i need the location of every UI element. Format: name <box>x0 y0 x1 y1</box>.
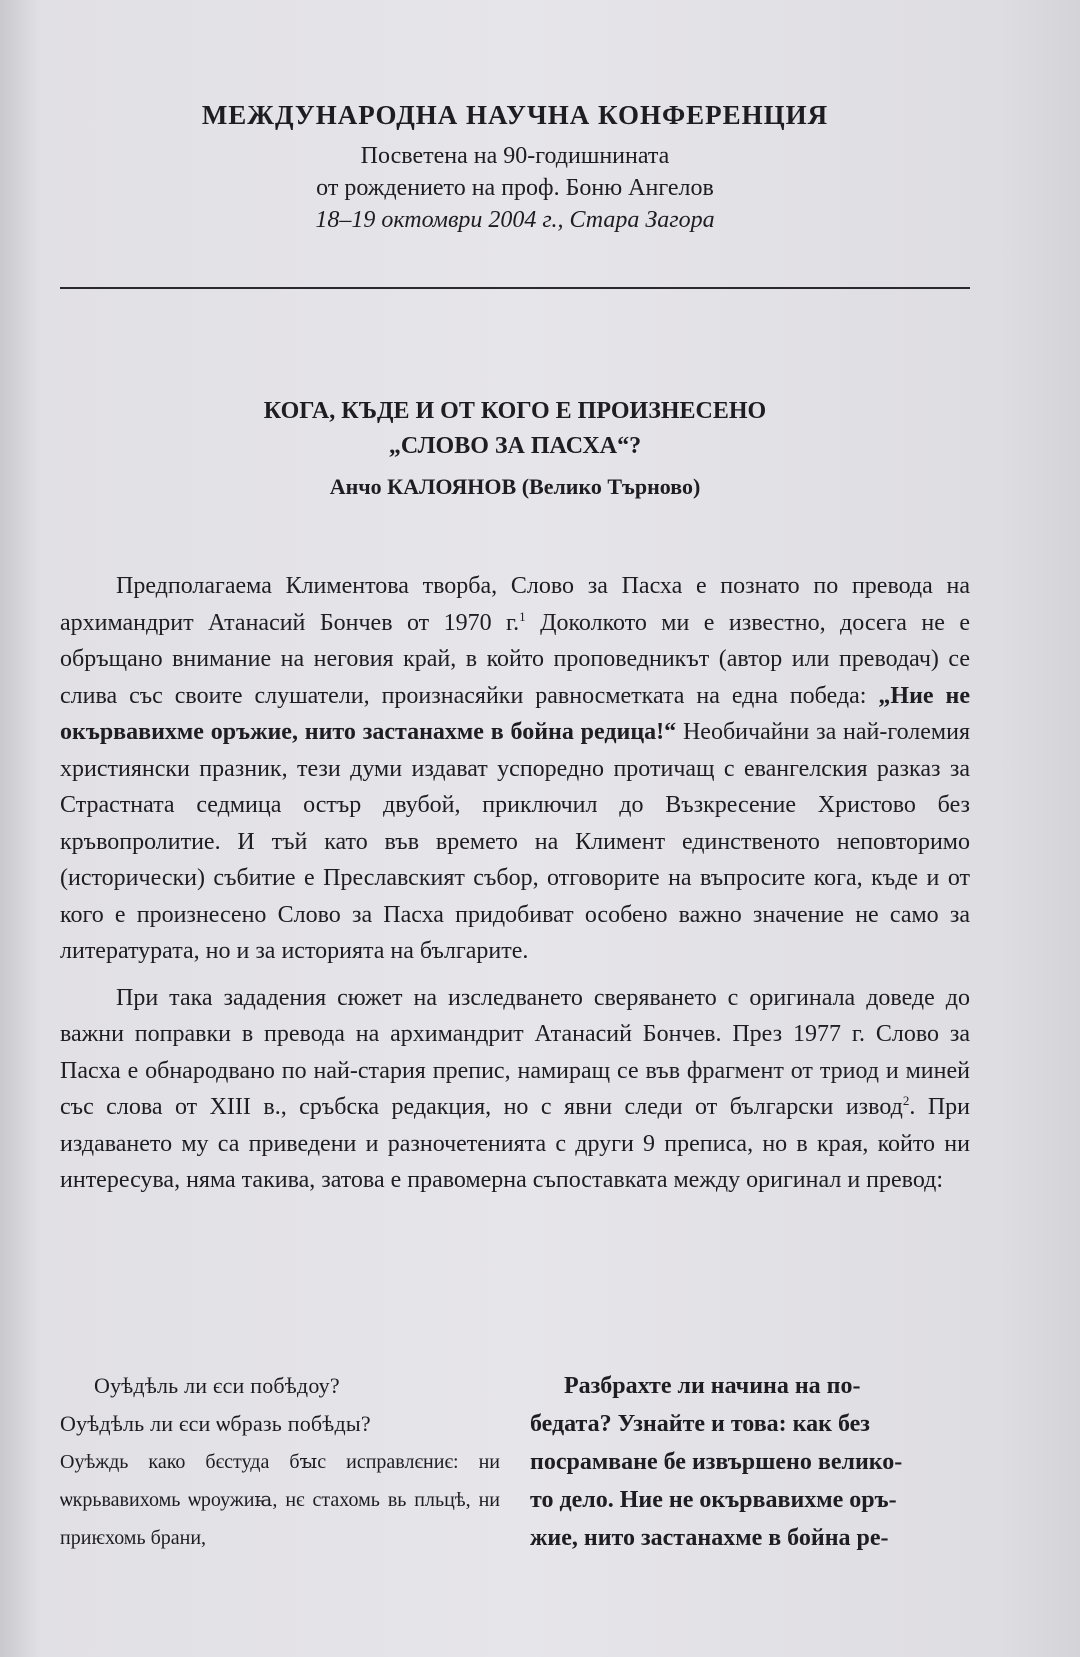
footnote-ref-2: 2 <box>902 1093 910 1108</box>
article-title-line2: „СЛОВО ЗА ПАСХА“? <box>388 432 642 459</box>
article-heading <box>60 394 970 500</box>
translation-line-3: посрамване бе извършено велико- <box>530 1449 903 1475</box>
paragraph-1-quote: „Ние не окървавихме оръжие, нито застанахме в бойна редица!“ <box>60 682 970 745</box>
paragraph-2-part-b: . При издаването му са приведени и разночетенията с други 9 преписа, но в края, който ни интересува, няма такива, затова е правомерна съпоставката между оригинал и превод: <box>60 1094 970 1193</box>
footnote-ref-1: 1 <box>519 608 526 624</box>
paragraph-1-part-a: Предполагаема Климентова творба, Слово за Пасха е познато по превода на архимандрит Атанасий Бончев от 1970 г. <box>60 573 970 636</box>
conference-date-place: 18–19 октомври 2004 г., Стара Загора <box>315 207 715 233</box>
translation-line-5: жие, нито застанахме в бойна ре- <box>530 1525 889 1551</box>
conference-dedication-line2: от рождението на проф. Боню Ангелов <box>316 175 714 201</box>
article-title-line1: КОГА, КЪДЕ И ОТ КОГО Е ПРОИЗНЕСЕНО <box>263 398 767 424</box>
conference-title: МЕЖДУНАРОДНА НАУЧНА КОНФЕРЕНЦИЯ <box>201 100 829 130</box>
original-line-3: Оуѣждь како бєстуда бꙑс исправлєниє: ни ѡкрьвавихомь ѡроужиꙗ, нє стахомь вь пльцѣ, ни приѥхомь брани, <box>60 1451 500 1549</box>
header-divider <box>60 287 970 289</box>
article-body <box>60 568 970 1199</box>
translation-line-2: бедата? Узнайте и това: как без <box>530 1411 870 1437</box>
article-author: Анчо КАЛОЯНОВ (Велико Търново) <box>329 473 701 499</box>
translation-line-1: Разбрахте ли начина на по- <box>564 1373 861 1399</box>
translation-column <box>530 1367 970 1557</box>
paragraph-2-part-a: При така зададения сюжет на изследването сверяването с оригинала доведе до важни поправки в превода на архимандрит Атанасий Бончев. През 1977 г. Слово за Пасха е обнародвано по най-стария препис, намиращ се във фрагмент от триод и миней със слова от XIII в., сръбска редакция, но с явни следи от български извод <box>60 984 970 1120</box>
paragraph-1 <box>60 568 970 970</box>
original-text-column <box>60 1367 500 1557</box>
parallel-text-columns <box>60 1367 970 1557</box>
conference-header <box>60 100 970 234</box>
paragraph-2 <box>60 980 970 1199</box>
translation-line-4: то дело. Ние не окървавихме оръ- <box>530 1487 897 1513</box>
conference-dedication-line1: Посветена на 90-годишнината <box>360 143 670 169</box>
paragraph-1-part-c: Необичайни за най-големия християнски празник, тези думи издават успоредно протичащ с евангелския разказ за Страстната седмица остър двубой, приключил до Възкресение Христово без кръвопролитие. И тъй като във времето на Климент единственото неповторимо (исторически) събитие е Преславският събор, отговорите на въпросите кога, къде и от кого е произнесено Слово за Пасха придобиват особено важно значение не само за литературата, но и за историята на българите. <box>60 719 970 964</box>
original-line-1: Оуѣдѣль ли єси побѣдоу? <box>94 1373 340 1398</box>
paragraph-1-part-b: Доколкото ми е известно, досега не е обръщано внимание на неговия край, в който проповедникът (автор или преводач) се слива със своите слушатели, произнасяйки равносметката на една победа: <box>60 609 970 709</box>
original-line-2: Оуѣдѣль ли єси ѡбразь побѣды? <box>60 1411 371 1436</box>
